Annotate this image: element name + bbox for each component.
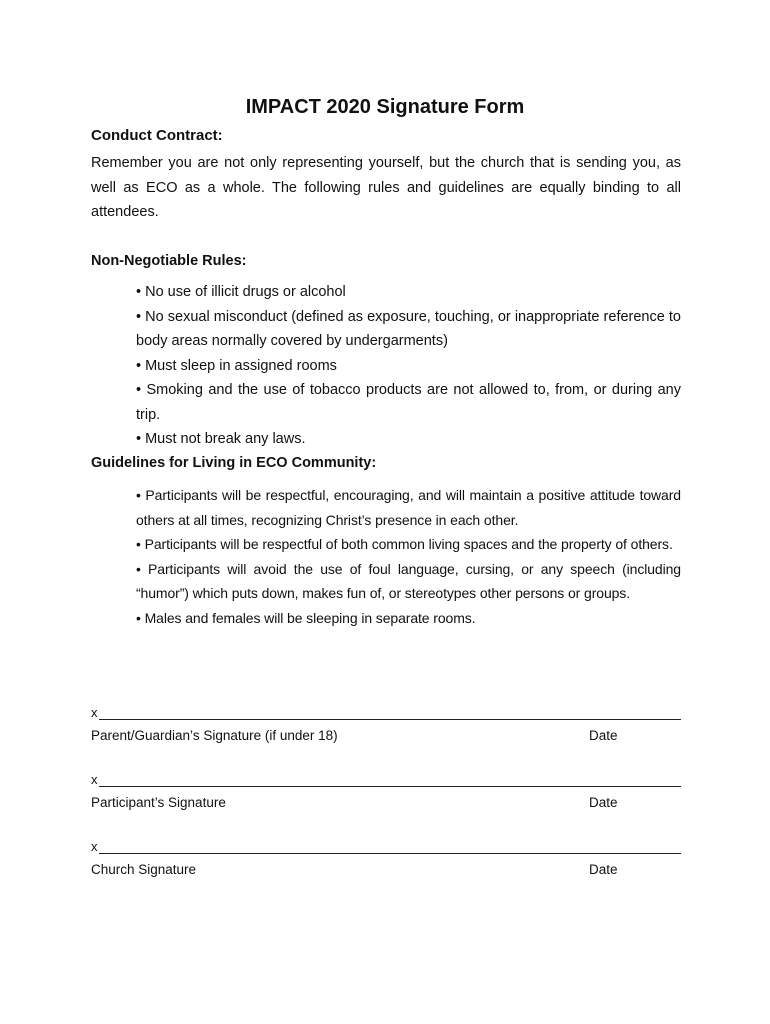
- signature-label: Church Signature: [91, 862, 197, 877]
- participant-signature-block: [91, 772, 681, 818]
- list-item: • Participants will be respectful, encouraging, and will maintain a positive attitude toward others at all times, recognizing Christ’s presence in each other.: [136, 487, 681, 528]
- signature-mark: x: [91, 772, 98, 787]
- list-item: • Must not break any laws.: [136, 431, 306, 447]
- signature-label: Parent/Guardian’s Signature (if under 18): [91, 728, 338, 743]
- participant-signature-field[interactable]: [91, 772, 681, 788]
- guidelines-heading: Guidelines for Living in ECO Community:: [91, 455, 377, 471]
- date-label: Date: [589, 862, 618, 877]
- list-item: • No use of illicit drugs or alcohol: [136, 284, 346, 300]
- list-item: • No sexual misconduct (defined as exposure, touching, or inappropriate reference to body areas normally covered by undergarments): [136, 308, 681, 349]
- form-title: IMPACT 2020 Signature Form: [245, 96, 525, 118]
- list-item: • Participants will be respectful of both common living spaces and the property of others.: [136, 536, 673, 552]
- church-signature-field[interactable]: [91, 839, 681, 855]
- guidelines-list: [136, 483, 681, 630]
- conduct-contract-heading: Conduct Contract:: [91, 127, 223, 144]
- list-item: • Smoking and the use of tobacco products are not allowed to, from, or during any trip.: [136, 382, 681, 423]
- signature-line: [99, 853, 681, 854]
- date-label: Date: [589, 728, 618, 743]
- signature-line: [99, 786, 681, 787]
- signature-label: Participant’s Signature: [91, 795, 226, 810]
- non-negotiable-rules-heading: Non-Negotiable Rules:: [91, 253, 247, 269]
- date-label: Date: [589, 795, 618, 810]
- parent-guardian-signature-block: [91, 705, 681, 751]
- signature-line: [99, 719, 681, 720]
- list-item: • Males and females will be sleeping in separate rooms.: [136, 609, 476, 626]
- conduct-intro-paragraph: Remember you are not only representing yourself, but the church that is sending you, as well as ECO as a whole. The following rules and guidelines are equally binding to all attendees.: [91, 155, 681, 220]
- parent-guardian-signature-field[interactable]: [91, 705, 681, 721]
- list-item: • Participants will avoid the use of foul language, cursing, or any speech (including “humor”) which puts down, makes fun of, or stereotypes other persons or groups.: [136, 560, 681, 601]
- church-signature-block: [91, 839, 681, 885]
- rules-list: [136, 280, 681, 452]
- signature-mark: x: [91, 839, 98, 854]
- list-item: • Must sleep in assigned rooms: [136, 357, 337, 374]
- signature-mark: x: [91, 705, 98, 720]
